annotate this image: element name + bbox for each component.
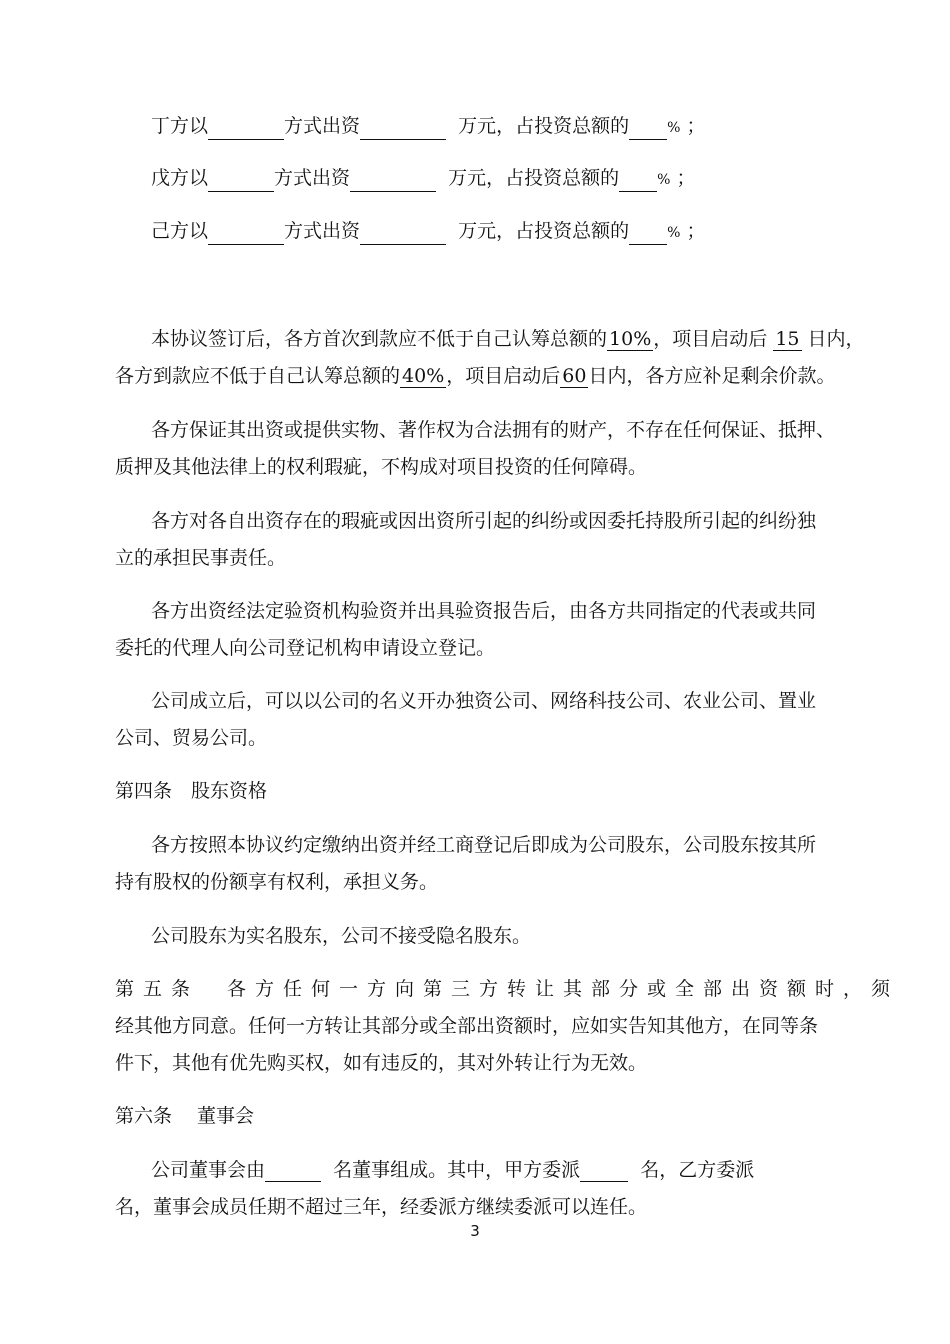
blank-director-count [265,1161,321,1182]
liability-paragraph-cont: 立的承担民事责任。 [115,547,287,569]
article-4-paragraph-1: 各方按照本协议约定缴纳出资并经工商登记后即成为公司股东，公司股东按其所 [151,834,817,856]
article-5-line-1: 第五条 各方任何一方向第三方转让其部分或全部出资额时，须 [115,978,900,1000]
article-5-line-2: 经其他方同意。任何一方转让其部分或全部出资额时，应如实告知其他方，在同等条 [115,1015,819,1037]
article-4-heading: 第四条 股东资格 [115,780,268,802]
article-4-paragraph-1-cont: 持有股权的份额享有权利，承担义务。 [115,871,439,893]
blank-percent [619,171,657,192]
article-6-heading: 第六条 董事会 [115,1105,255,1127]
payment-text: 日内， [807,328,865,350]
contribution-ji [151,219,706,245]
blank-method [208,224,284,245]
liability-paragraph: 各方对各自出资存在的瑕疵或因出资所引起的纠纷或因委托持股所引起的纠纷独 [151,510,817,532]
subsidiary-paragraph-cont: 公司、贸易公司。 [115,727,268,749]
line-end: ； [676,167,696,189]
blank-amount [360,119,446,140]
first-payment-days: 15 [775,328,800,350]
blank-percent [629,224,667,245]
party-label: 己方以 [151,220,209,242]
registration-paragraph: 各方出资经法定验资机构验资并出具验资报告后，由各方共同指定的代表或共同 [151,600,817,622]
party-label: 戊方以 [151,167,209,189]
board-text: 公司董事会由 [151,1159,266,1181]
contribution-wu [151,166,696,192]
board-text: 名董事组成。其中，甲方委派 [333,1159,581,1181]
unit-label: 万元，占投资总额的 [448,167,620,189]
payment-text: 日内，各方应补足剩余价款。 [588,365,836,387]
line-end: ； [686,220,706,242]
article-6-line-1 [151,1158,754,1182]
subsidiary-paragraph: 公司成立后，可以以公司的名义开办独资公司、网络科技公司、农业公司、置业 [151,690,817,712]
blank-method [208,119,284,140]
blank-party-a-count [580,1161,628,1182]
unit-label: 万元，占投资总额的 [458,220,630,242]
method-label: 方式出资 [284,115,361,137]
percent-sign: % [657,172,671,188]
payment-text: 本协议签订后，各方首次到款应不低于自己认筹总额的 [151,328,608,350]
party-label: 丁方以 [151,115,209,137]
board-text: 名，乙方委派 [640,1159,755,1181]
payment-text: 各方到款应不低于自己认筹总额的 [115,365,401,387]
percent-sign: % [667,225,681,241]
guarantee-paragraph-cont: 质押及其他法律上的权利瑕疵，不构成对项目投资的任何障碍。 [115,456,648,478]
line-end: ； [686,115,706,137]
second-payment-percent: 40% [402,365,445,387]
article-4-paragraph-2: 公司股东为实名股东，公司不接受隐名股东。 [151,925,532,947]
unit-label: 万元，占投资总额的 [458,115,630,137]
payment-line-1 [151,327,865,351]
contribution-ding [151,114,706,140]
first-payment-percent: 10% [609,328,652,350]
percent-sign: % [667,120,681,136]
article-6-line-2: 名，董事会成员任期不超过三年，经委派方继续委派可以连任。 [115,1196,648,1218]
second-payment-days: 60 [562,365,587,387]
method-label: 方式出资 [274,167,351,189]
method-label: 方式出资 [284,220,361,242]
blank-method [208,171,274,192]
article-5-line-3: 件下，其他有优先购买权，如有违反的，其对外转让行为无效。 [115,1052,648,1074]
blank-percent [629,119,667,140]
payment-text: ，项目启动后 [653,328,768,350]
blank-amount [350,171,436,192]
blank-amount [360,224,446,245]
page-number: 3 [470,1222,480,1240]
registration-paragraph-cont: 委托的代理人向公司登记机构申请设立登记。 [115,637,496,659]
payment-line-2 [115,364,835,388]
payment-text: ，项目启动后 [446,365,561,387]
guarantee-paragraph: 各方保证其出资或提供实物、著作权为合法拥有的财产，不存在任何保证、抵押、 [151,419,836,441]
